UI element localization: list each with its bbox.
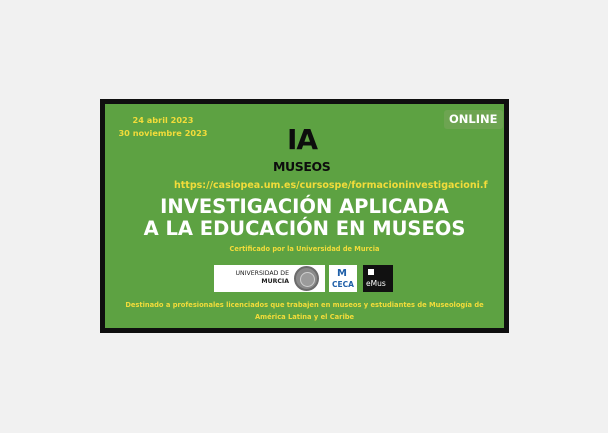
target-audience xyxy=(105,299,504,323)
course-title xyxy=(105,196,504,240)
university-seal-icon xyxy=(294,266,319,291)
emus-logo-text: eMus xyxy=(366,279,386,288)
course-dates xyxy=(105,114,221,140)
universidad-murcia-logo xyxy=(214,265,325,292)
ceca-logo xyxy=(329,265,357,292)
ceca-mark-icon: M xyxy=(337,268,347,279)
course-title-line-1: INVESTIGACIÓN APLICADA xyxy=(160,195,449,218)
online-badge: ONLINE xyxy=(444,110,503,129)
start-date: 24 abril 2023 xyxy=(132,115,194,125)
um-logo-line-2: MURCIA xyxy=(261,277,289,285)
course-banner xyxy=(100,99,509,333)
course-url-link[interactable]: https://casiopea.um.es/cursospe/formacioninvestigacioni.f xyxy=(174,180,488,191)
certification-note: Certificado por la Universidad de Murcia xyxy=(229,245,380,253)
ia-logo-text: IA xyxy=(287,123,318,156)
emus-square-icon xyxy=(368,269,374,275)
target-audience-line-2: América Latina y el Caribe xyxy=(254,313,355,321)
um-logo-line-1: UNIVERSIDAD DE xyxy=(235,270,289,277)
emus-logo xyxy=(363,265,393,292)
end-date: 30 noviembre 2023 xyxy=(118,128,208,138)
museos-logo-text: MUSEOS xyxy=(273,159,331,174)
target-audience-line-1: Destinado a profesionales licenciados que trabajen en museos y estudiantes de Museología de xyxy=(125,301,484,309)
course-title-line-2: A LA EDUCACIÓN EN MUSEOS xyxy=(143,217,466,240)
um-logo-text xyxy=(231,270,289,285)
ceca-logo-text: CECA xyxy=(332,280,354,289)
